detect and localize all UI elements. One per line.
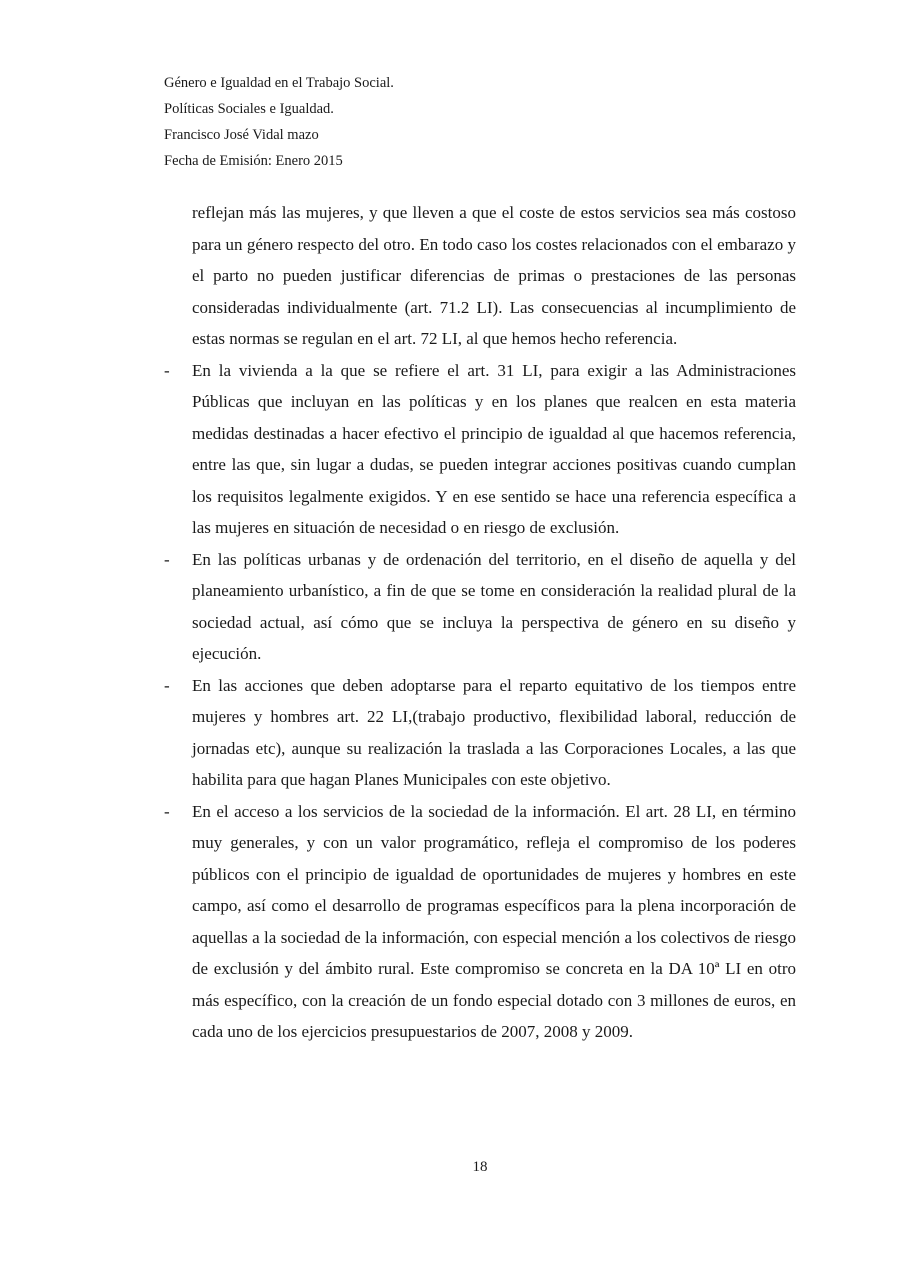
header-date: Fecha de Emisión: Enero 2015 <box>164 153 343 169</box>
paragraph-text: reflejan más las mujeres, y que lleven a que el coste de estos servicios sea más costoso para un género respecto del otro. En todo caso los costes relacionados con el embarazo y el parto no pueden justificar diferencias de primas o prestaciones de las personas consideradas individualmente (art. 71.2 LI). Las consecuencias al incumplimiento de estas normas se regulan en el art. 72 LI, al que hemos hecho referencia. <box>192 203 796 348</box>
page-number: 18 <box>472 1159 488 1175</box>
header-author: Francisco José Vidal mazo <box>164 127 319 143</box>
paragraph-text: En las acciones que deben adoptarse para el reparto equitativo de los tiempos entre mujeres y hombres art. 22 LI,(trabajo productivo, flexibilidad laboral, reducción de jornadas etc), aunque su realización la traslada a las Corporaciones Locales, a las que habilita para que hagan Planes Municipales con este objetivo. <box>192 675 796 789</box>
paragraph-text: En el acceso a los servicios de la sociedad de la información. El art. 28 LI, en término muy generales, y con un valor programático, refleja el compromiso de los poderes públicos con el principio de igualdad de oportunidades de mujeres y hombres en este campo, así como el desarrollo de programas específicos para la plena incorporación de aquellas a la sociedad de la información, con especial mención a los colectivos de riesgo de exclusión y del ámbito rural. Este compromiso se concreta en la DA 10ª LI en otro más específico, con la creación de un fondo especial dotado con 3 millones de euros, en cada uno de los ejercicios presupuestarios de 2007, 2008 y 2009. <box>192 801 796 1041</box>
list-item-vivienda <box>164 355 796 544</box>
paragraph-continuation <box>164 197 796 355</box>
list-bullet: - <box>164 801 170 821</box>
document-body <box>164 197 796 1048</box>
paragraph-text: En las políticas urbanas y de ordenación del territorio, en el diseño de aquella y del planeamiento urbanístico, a fin de que se tome en consideración la realidad plural de la sociedad actual, así cómo que se incluya la perspectiva de género en su diseño y ejecución. <box>192 549 796 663</box>
header-subject: Políticas Sociales e Igualdad. <box>164 101 334 117</box>
document-header <box>164 70 764 174</box>
header-title: Género e Igualdad en el Trabajo Social. <box>164 75 394 91</box>
list-bullet: - <box>164 360 170 380</box>
list-item-reparto-tiempos <box>164 670 796 796</box>
list-item-politicas-urbanas <box>164 544 796 670</box>
list-bullet: - <box>164 675 170 695</box>
list-bullet: - <box>164 549 170 569</box>
paragraph-text: En la vivienda a la que se refiere el art. 31 LI, para exigir a las Administraciones Públicas que incluyan en las políticas y en los planes que realcen en esta materia medidas destinadas a hacer efectivo el principio de igualdad al que hacemos referencia, entre las que, sin lugar a dudas, se pueden integrar acciones positivas cuando cumplan los requisitos legalmente exigidos. Y en ese sentido se hace una referencia específica a las mujeres en situación de necesidad o en riesgo de exclusión. <box>192 360 796 537</box>
list-item-sociedad-informacion <box>164 796 796 1048</box>
